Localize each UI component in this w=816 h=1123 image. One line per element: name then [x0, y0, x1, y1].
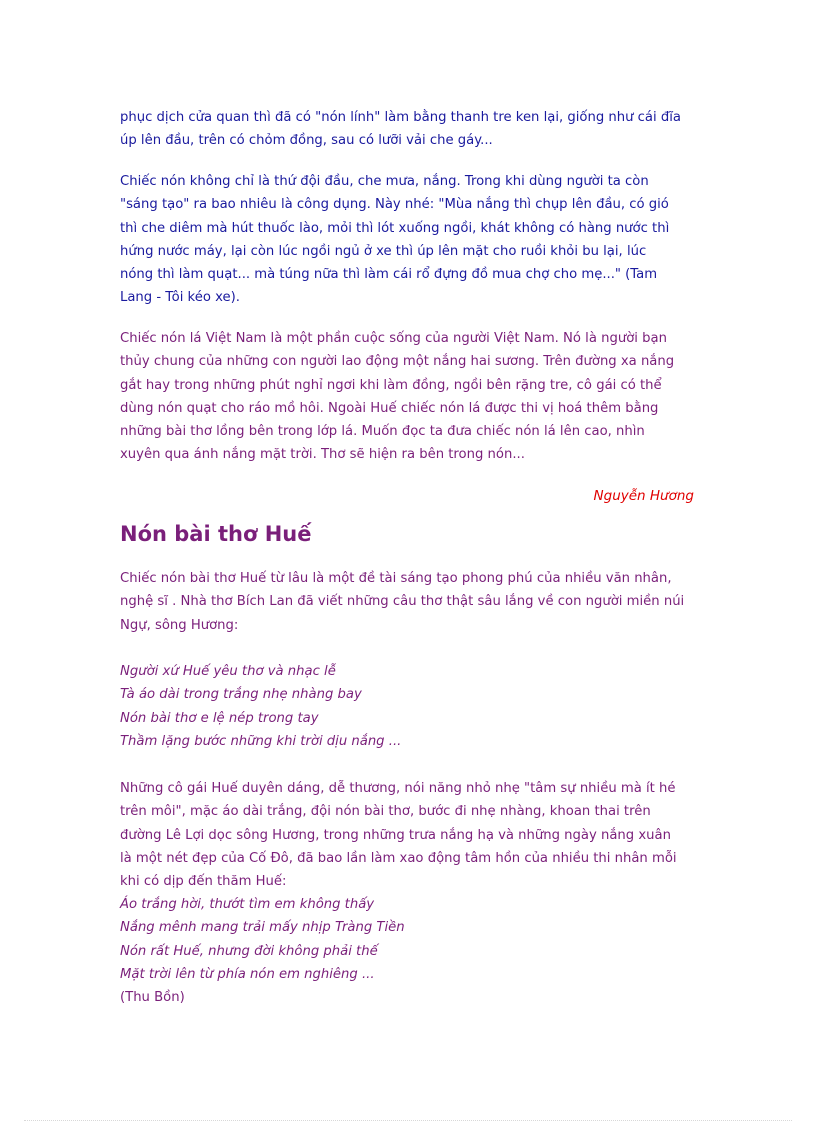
- poem-thu-bon: [120, 893, 405, 986]
- poem-line: Nón bài thơ e lệ nép trong tay: [120, 710, 319, 726]
- poem-line: Áo trắng hời, thướt tìm em không thấy: [120, 897, 375, 912]
- text-line: hứng nước máy, lại còn lúc ngồi ngủ ở xe thì úp lên mặt cho ruồi khỏi bu lại, lúc: [120, 243, 647, 259]
- text-line: nghệ sĩ . Nhà thơ Bích Lan đã viết những câu thơ thật sâu lắng về con người miền núi: [120, 594, 685, 610]
- text-line: Những cô gái Huế duyên dáng, dễ thương, nói năng nhỏ nhẹ "tâm sự nhiều mà ít hé: [120, 781, 676, 796]
- text-line: những bài thơ lồng bên trong lớp lá. Muốn đọc ta đưa chiếc nón lá lên cao, nhìn: [120, 424, 645, 440]
- text-line: Lang - Tôi kéo xe).: [120, 290, 240, 306]
- poem-bich-lan: [120, 660, 401, 753]
- poem-line: Nắng mênh mang trải mấy nhịp Tràng Tiền: [120, 920, 405, 936]
- paragraph-cong-dung: [120, 170, 669, 310]
- poem-source: (Thu Bồn): [120, 990, 185, 1005]
- poem-line: Thầm lặng bước những khi trời dịu nắng ...: [120, 733, 402, 749]
- text-line: Chiếc nón bài thơ Huế từ lâu là một đề tài sáng tạo phong phú của nhiều văn nhân,: [120, 571, 672, 586]
- text-line: nóng thì làm quạt... mà túng nữa thì làm cái rổ đựng đồ mua chợ cho mẹ..." (Tam: [120, 267, 658, 283]
- text-line: Chiếc nón không chỉ là thứ đội đầu, che mưa, nắng. Trong khi dùng người ta còn: [120, 174, 649, 189]
- text-line: Ngự, sông Hương:: [120, 617, 239, 633]
- paragraph-non-linh: [120, 106, 681, 153]
- author-signature: Nguyễn Hương: [593, 488, 694, 504]
- text-line: thì che diêm mà hút thuốc lào, mỏi thì lót xuống ngồi, khát không có hàng nước thì: [120, 220, 670, 236]
- text-line: đường Lê Lợi dọc sông Hương, trong những trưa nắng hạ và những ngày nắng xuân: [120, 827, 671, 843]
- text-line: xuyên qua ánh nắng mặt trời. Thơ sẽ hiện ra bên trong nón...: [120, 447, 525, 463]
- text-line: "sáng tạo" ra bao nhiêu là công dụng. Này nhé: "Mùa nắng thì chụp lên đầu, có gió: [120, 197, 669, 213]
- poem-line: Người xứ Huế yêu thơ và nhạc lễ: [120, 664, 336, 679]
- footer-divider: [24, 1120, 792, 1121]
- text-line: là một nét đẹp của Cố Đô, đã bao lần làm xao động tâm hồn của nhiều thi nhân mỗi: [120, 850, 677, 866]
- text-line: Chiếc nón lá Việt Nam là một phần cuộc sống của người Việt Nam. Nó là người bạn: [120, 331, 667, 346]
- poem-line: Mặt trời lên từ phía nón em nghiêng ...: [120, 966, 375, 982]
- paragraph-non-la-viet-nam: [120, 327, 674, 467]
- paragraph-co-gai-hue: [120, 777, 677, 893]
- text-line: trên môi", mặc áo dài trắng, đội nón bài thơ, bước đi nhẹ nhàng, khoan thai trên: [120, 804, 651, 820]
- poem-line: Tà áo dài trong trắng nhẹ nhàng bay: [120, 687, 362, 703]
- poem-line: Nón rất Huế, nhưng đời không phải thế: [120, 943, 378, 959]
- text-line: phục dịch cửa quan thì đã có "nón lính" làm bằng thanh tre ken lại, giống như cái đĩa: [120, 110, 681, 125]
- text-line: úp lên đầu, trên có chỏm đồng, sau có lưỡi vải che gáy...: [120, 133, 493, 149]
- text-line: dùng nón quạt cho ráo mồ hôi. Ngoài Huế chiếc nón lá được thi vị hoá thêm bằng: [120, 400, 659, 416]
- text-line: gắt hay trong những phút nghỉ ngơi khi làm đồng, ngồi bên rặng tre, cô gái có thể: [120, 377, 662, 393]
- text-line: thủy chung của những con người lao động một nắng hai sương. Trên đường xa nắng: [120, 354, 675, 370]
- paragraph-non-bai-tho: [120, 567, 684, 637]
- text-line: khi có dịp đến thăm Huế:: [120, 874, 287, 890]
- section-heading: Nón bài thơ Huế: [120, 522, 312, 546]
